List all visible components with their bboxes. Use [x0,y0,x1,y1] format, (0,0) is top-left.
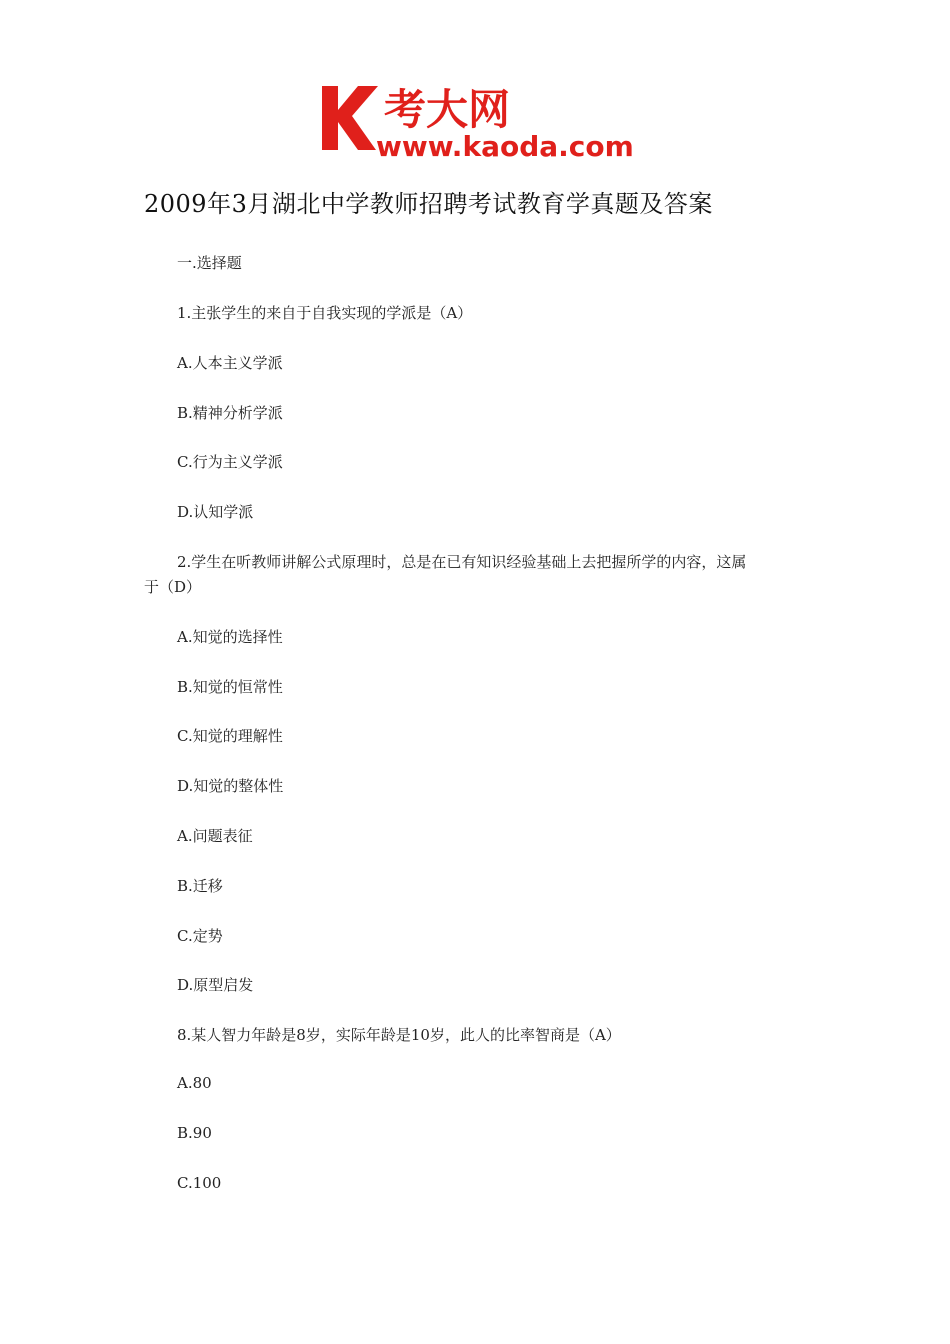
question-2-option-b: B.知觉的恒常性 [177,678,283,696]
question-2-option-c: C.知觉的理解性 [177,727,283,745]
question-2-option-a: A.知觉的选择性 [177,628,283,646]
question-x-option-c: C.定势 [177,927,223,945]
logo-cn-text: 考大网 [384,85,511,134]
question-1-stem: 1.主张学生的来自于自我实现的学派是（A） [177,304,473,322]
question-2-option-d: D.知觉的整体性 [177,777,284,795]
question-x-option-d: D.原型启发 [177,976,254,994]
kaoda-logo [318,80,638,160]
question-x-option-a: A.问题表征 [177,827,253,845]
question-2-stem-line1: 2.学生在听教师讲解公式原理时，总是在已有知识经验基础上去把握所学的内容，这属 [177,553,747,571]
question-8-option-b: B.90 [177,1124,212,1142]
question-1-option-a: A.人本主义学派 [177,354,283,372]
question-1-option-d: D.认知学派 [177,503,254,521]
section-heading: 一.选择题 [177,254,242,272]
document-title: 2009年3月湖北中学教师招聘考试教育学真题及答案 [144,190,713,218]
question-8-option-c: C.100 [177,1174,222,1192]
question-1-option-c: C.行为主义学派 [177,453,283,471]
kaoda-logo-graphic [318,80,638,160]
question-x-option-b: B.迁移 [177,877,223,895]
question-2-stem-line2: 于（D） [144,578,202,596]
question-8-stem: 8.某人智力年龄是8岁，实际年龄是10岁，此人的比率智商是（A） [177,1026,621,1044]
logo-url-text: www.kaoda.com [376,130,634,160]
question-8-option-a: A.80 [177,1074,212,1092]
question-1-option-b: B.精神分析学派 [177,404,283,422]
